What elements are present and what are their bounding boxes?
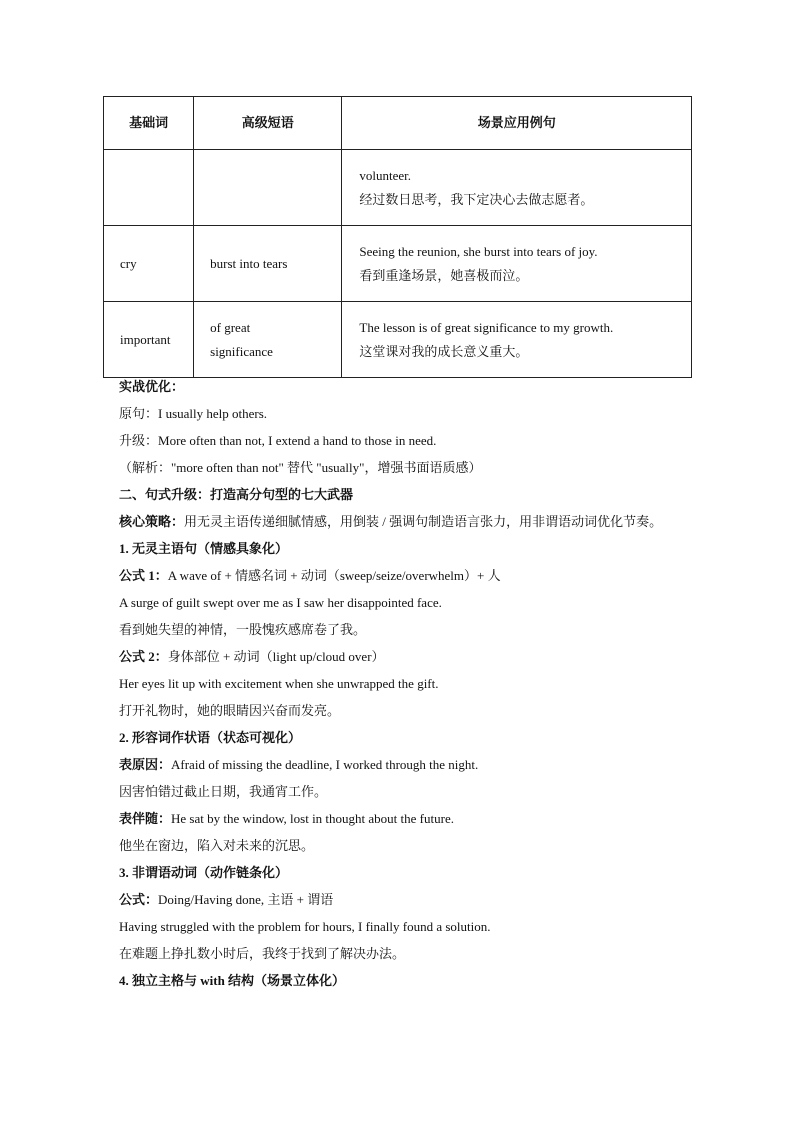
formula-text: Doing/Having done, 主语 + 谓语 [158,892,334,907]
table-row [104,226,692,302]
formula-2 [119,643,689,670]
example-zh: 经过数日思考，我下定决心去做志愿者。 [359,191,594,207]
table-row [104,302,692,378]
cell-phrase: burst into tears [194,226,342,302]
header-basic-word: 基础词 [104,97,194,150]
core-strategy [119,508,689,535]
example-zh: 这堂课对我的成长意义重大。 [359,343,529,359]
formula-2-text: 身体部位 + 动词（light up/cloud over） [167,649,385,664]
example-zh: 他坐在窗边，陷入对未来的沉思。 [119,838,315,853]
optimization-heading: 实战优化： [119,379,185,394]
cell-phrase [194,150,342,226]
example-zh: 在难题上挣扎数小时后，我终于找到了解决办法。 [119,946,406,961]
cell-basic [104,150,194,226]
cell-example [342,302,692,378]
phrase-line-2: significance [210,343,273,359]
accompany-example [119,805,689,832]
section2-heading: 二、句式升级：打造高分句型的七大武器 [119,487,354,502]
formula [119,886,689,913]
header-advanced-phrase: 高级短语 [194,97,342,150]
subsection-2-heading: 2. 形容词作状语（状态可视化） [119,730,302,745]
upgrade-label: 升级： [119,433,159,448]
cause-en: Afraid of missing the deadline, I worked through the night. [171,757,479,772]
table-header-row [104,97,692,150]
accompany-label: 表伴随： [119,811,172,826]
upgrade-sentence [119,427,689,454]
subsection-4-heading: 4. 独立主格与 with 结构（场景立体化） [119,973,346,988]
formula-label: 公式： [119,892,159,907]
formula-1 [119,562,689,589]
cell-basic: important [104,302,194,378]
original-label: 原句： [119,406,159,421]
formula-1-label: 公式 1： [119,568,168,583]
example-en: Having struggled with the problem for hours, I finally found a solution. [119,919,491,934]
phrase-line-1: of great [210,319,251,335]
cell-example [342,226,692,302]
vocabulary-table [103,96,692,378]
subsection-1-heading: 1. 无灵主语句（情感具象化） [119,541,289,556]
cell-phrase [194,302,342,378]
cell-example [342,150,692,226]
table-row [104,150,692,226]
original-text: I usually help others. [158,406,268,421]
strategy-text: 用无灵主语传递细腻情感，用倒装 / 强调句制造语言张力，用非谓语动词优化节奏。 [184,514,663,529]
subsection-3-heading: 3. 非谓语动词（动作链条化） [119,865,289,880]
strategy-label: 核心策略： [119,514,185,529]
example-en: A surge of guilt swept over me as I saw her disappointed face. [119,595,442,610]
cause-example [119,751,689,778]
cell-basic: cry [104,226,194,302]
example-en: Seeing the reunion, she burst into tears of joy. [359,243,598,259]
example-en: Her eyes lit up with excitement when she unwrapped the gift. [119,676,439,691]
example-en: The lesson is of great significance to my growth. [359,319,614,335]
formula-1-text: A wave of + 情感名词 + 动词（sweep/seize/overwhelm）+ 人 [167,568,501,583]
example-zh: 看到她失望的神情，一股愧疚感席卷了我。 [119,622,367,637]
example-zh: 因害怕错过截止日期，我通宵工作。 [119,784,328,799]
document-body [119,373,689,994]
original-sentence [119,400,689,427]
example-zh: 看到重逢场景，她喜极而泣。 [359,267,529,283]
accompany-en: He sat by the window, lost in thought about the future. [171,811,454,826]
example-en: volunteer. [359,167,412,183]
example-zh: 打开礼物时，她的眼睛因兴奋而发亮。 [119,703,341,718]
header-example-sentence: 场景应用例句 [342,97,692,150]
upgrade-text: More often than not, I extend a hand to those in need. [158,433,437,448]
cause-label: 表原因： [119,757,172,772]
analysis-note: （解析："more often than not" 替代 "usually"，增强书面语质感） [119,460,482,475]
formula-2-label: 公式 2： [119,649,168,664]
